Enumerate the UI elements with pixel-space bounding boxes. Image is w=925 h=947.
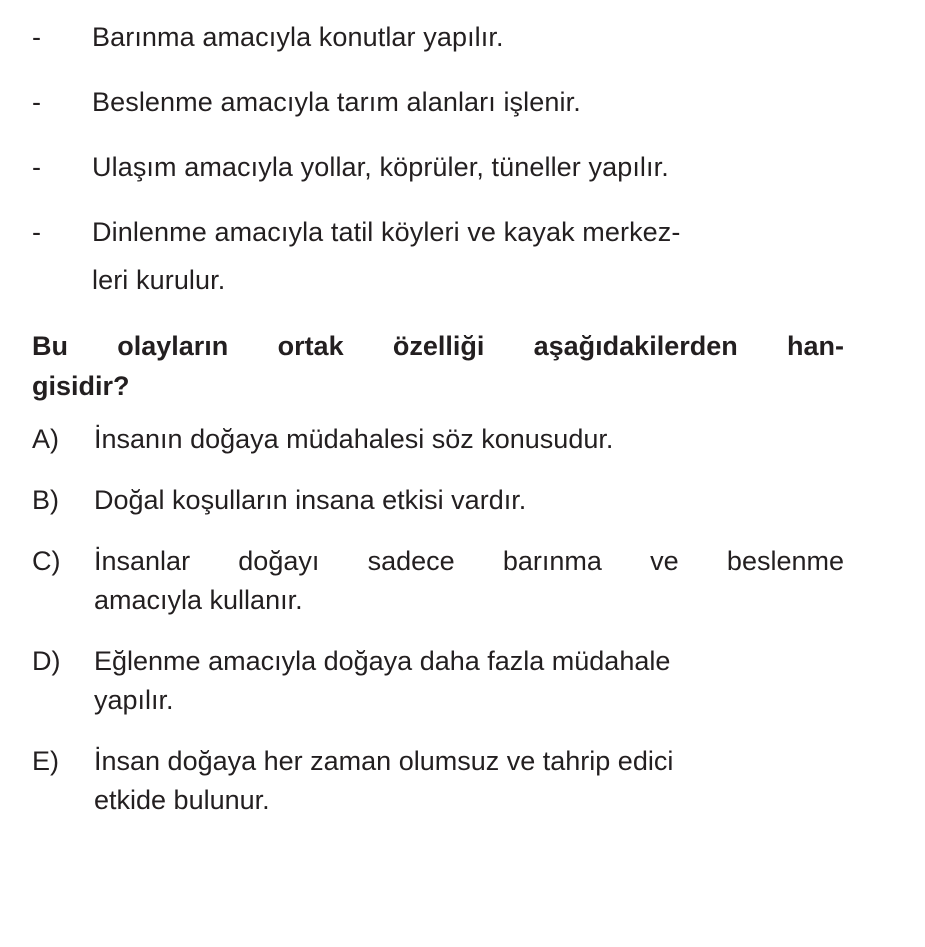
list-item <box>32 18 885 56</box>
bullet-text: Barınma amacıyla konutlar yapılır. <box>92 22 504 52</box>
option-d[interactable] <box>32 642 885 720</box>
option-e-letter: E) <box>32 746 59 776</box>
bullet-marker: - <box>32 217 41 247</box>
option-c-letter: C) <box>32 546 61 576</box>
list-item <box>32 213 885 299</box>
list-item <box>32 83 885 121</box>
option-a[interactable] <box>32 420 885 459</box>
bullet-marker: - <box>32 22 41 52</box>
option-e-line-1: İnsan doğaya her zaman olumsuz ve tahrip edici <box>94 746 674 776</box>
option-c-line-2: amacıyla kullanır. <box>94 585 303 615</box>
bullet-text-line-2: leri kurulur. <box>92 265 226 295</box>
bullet-list <box>32 18 885 299</box>
bullet-marker: - <box>32 87 41 117</box>
option-c-line-1: İnsanlar doğayı sadece barınma ve beslenme <box>94 546 844 576</box>
bullet-text: Ulaşım amacıyla yollar, köprüler, tüneller yapılır. <box>92 152 669 182</box>
option-a-letter: A) <box>32 424 59 454</box>
option-c[interactable] <box>32 542 885 620</box>
question-stem-line-2: gisidir? <box>32 371 130 401</box>
option-e-text <box>94 742 844 820</box>
option-d-line-2: yapılır. <box>94 685 174 715</box>
option-e[interactable] <box>32 742 885 820</box>
option-d-letter: D) <box>32 646 61 676</box>
bullet-text: Beslenme amacıyla tarım alanları işlenir. <box>92 87 581 117</box>
option-b-text <box>94 481 844 520</box>
option-a-text <box>94 420 844 459</box>
option-b-letter: B) <box>32 485 59 515</box>
question-stem <box>32 326 844 406</box>
bullet-marker: - <box>32 152 41 182</box>
question-stem-line-1: Bu olayların ortak özelliği aşağıdakilerden han- <box>32 331 844 361</box>
option-e-line-2: etkide bulunur. <box>94 785 270 815</box>
option-c-text <box>94 542 844 620</box>
option-d-line-1: Eğlenme amacıyla doğaya daha fazla müdahale <box>94 646 671 676</box>
list-item <box>32 148 885 186</box>
bullet-text <box>92 213 885 299</box>
bullet-text-line-1: Dinlenme amacıyla tatil köyleri ve kayak merkez- <box>92 217 681 247</box>
option-a-line-1: İnsanın doğaya müdahalesi söz konusudur. <box>94 424 614 454</box>
option-b[interactable] <box>32 481 885 520</box>
answer-options <box>32 420 885 820</box>
option-b-line-1: Doğal koşulların insana etkisi vardır. <box>94 485 527 515</box>
option-d-text <box>94 642 844 720</box>
